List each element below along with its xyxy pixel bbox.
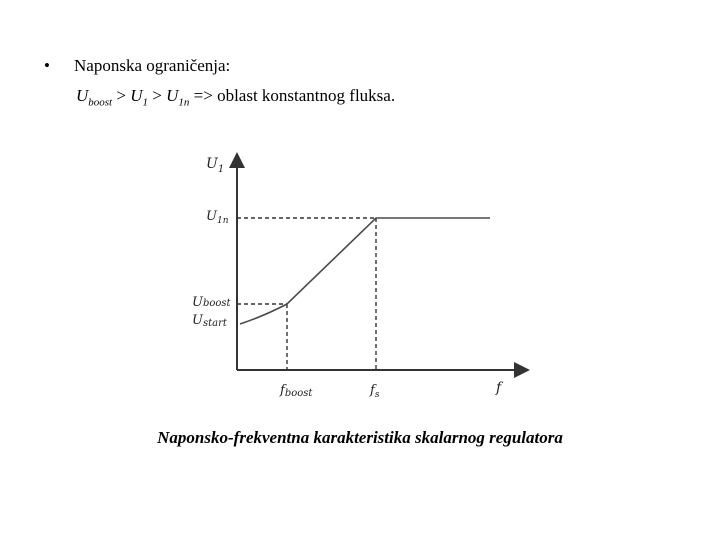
x-axis-label: f — [496, 380, 502, 396]
label-fboost: fboost — [280, 383, 313, 399]
formula-u1-sub: 1 — [142, 96, 148, 109]
label-uboost: Uboost — [192, 295, 231, 310]
figure-caption: Naponsko-frekventna karakteristika skalarnog regulatora — [157, 428, 563, 447]
bullet-item — [44, 56, 230, 76]
bullet-symbol: • — [44, 56, 50, 75]
formula-u1n: U — [166, 86, 179, 105]
formula-gt-1: > — [116, 86, 126, 105]
formula-u1n-sub: 1n — [178, 96, 190, 109]
vf-characteristic-diagram — [180, 148, 540, 408]
bullet-text: Naponska ograničenja: — [74, 56, 231, 75]
formula-arrow: => — [193, 86, 213, 105]
formula-u-boost-sub: boost — [88, 96, 113, 109]
formula-u-boost: U — [76, 86, 89, 105]
formula-u1: U — [130, 86, 143, 105]
formula-conclusion: oblast konstantnog fluksa. — [217, 86, 396, 105]
formula-gt-2: > — [152, 86, 162, 105]
y-axis-label: $U_1$ — [206, 156, 225, 175]
label-fs: $f_s$ — [370, 383, 380, 400]
label-ustart: Ustart — [192, 313, 227, 329]
vf-curve — [240, 218, 490, 324]
voltage-constraint-formula — [76, 86, 395, 108]
label-u1n: $U_{1n}$ — [206, 209, 229, 226]
